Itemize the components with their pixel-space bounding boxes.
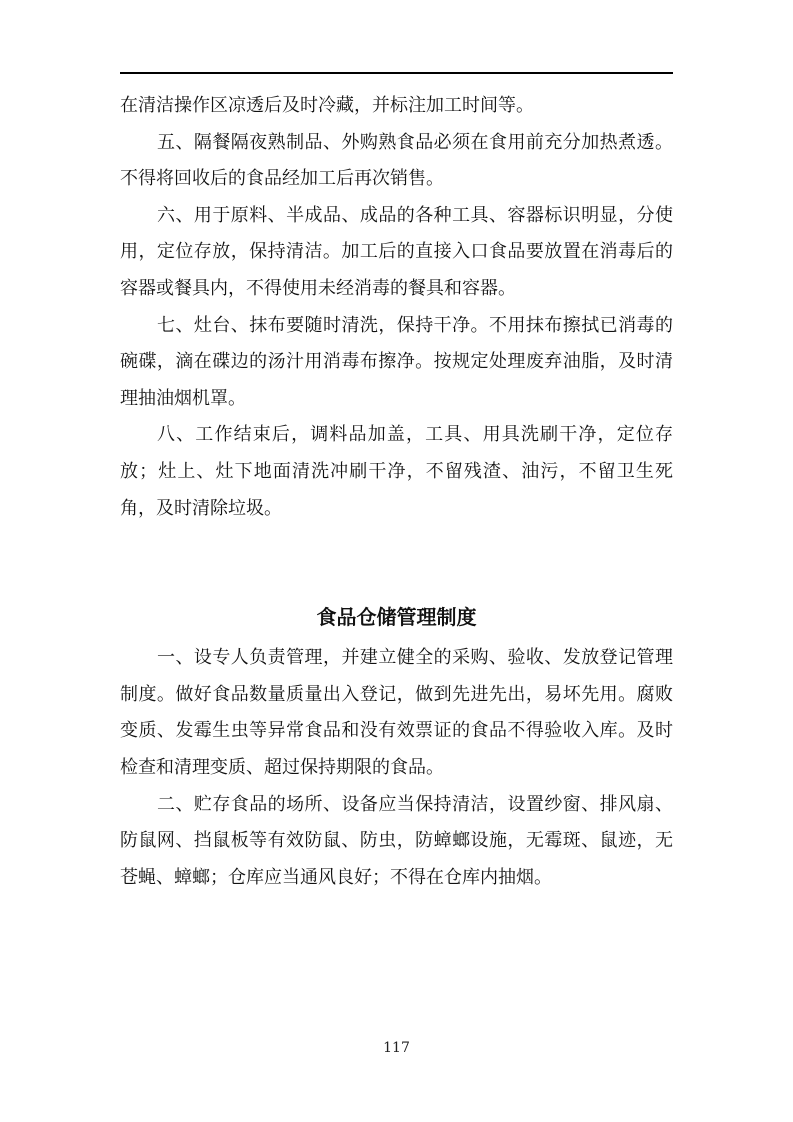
header-rule — [120, 72, 673, 74]
page-number: 117 — [383, 1040, 410, 1056]
section-paragraph-1: 一、设专人负责管理，并建立健全的采购、验收、发放登记管理制度。做好食品数量质量出入登记，做到先进先出，易坏先用。腐败变质、发霉生虫等异常食品和没有效票证的食品不得验收入库。及时检查和清理变质、超过保持期限的食品。 — [120, 647, 673, 778]
paragraph-item-6: 六、用于原料、半成品、成品的各种工具、容器标识明显，分使用，定位存放，保持清洁。加工后的直接入口食品要放置在消毒后的容器或餐具内，不得使用未经消毒的餐具和容器。 — [120, 204, 673, 299]
page-body — [120, 88, 673, 896]
paragraph-item-8: 八、工作结束后，调料品加盖，工具、用具洗刷干净，定位存放；灶上、灶下地面清洗冲刷干净，不留残渣、油污，不留卫生死角，及时清除垃圾。 — [120, 424, 673, 519]
section-paragraph-2: 二、贮存食品的场所、设备应当保持清洁，设置纱窗、排风扇、防鼠网、挡鼠板等有效防鼠、防虫，防蟑螂设施，无霉斑、鼠迹，无苍蝇、蟑螂；仓库应当通风良好；不得在仓库内抽烟。 — [120, 793, 673, 888]
paragraph-item-7: 七、灶台、抹布要随时清洗，保持干净。不用抹布擦拭已消毒的碗碟，滴在碟边的汤汁用消毒布擦净。按规定处理废弃油脂，及时清理抽油烟机罩。 — [120, 314, 673, 409]
continued-paragraph: 在清洁操作区凉透后及时冷藏，并标注加工时间等。 — [120, 95, 534, 116]
paragraph-item-5: 五、隔餐隔夜熟制品、外购熟食品必须在食用前充分加热煮透。不得将回收后的食品经加工后再次销售。 — [120, 131, 673, 190]
section-spacer — [120, 527, 673, 601]
section-title: 食品仓储管理制度 — [316, 605, 477, 630]
